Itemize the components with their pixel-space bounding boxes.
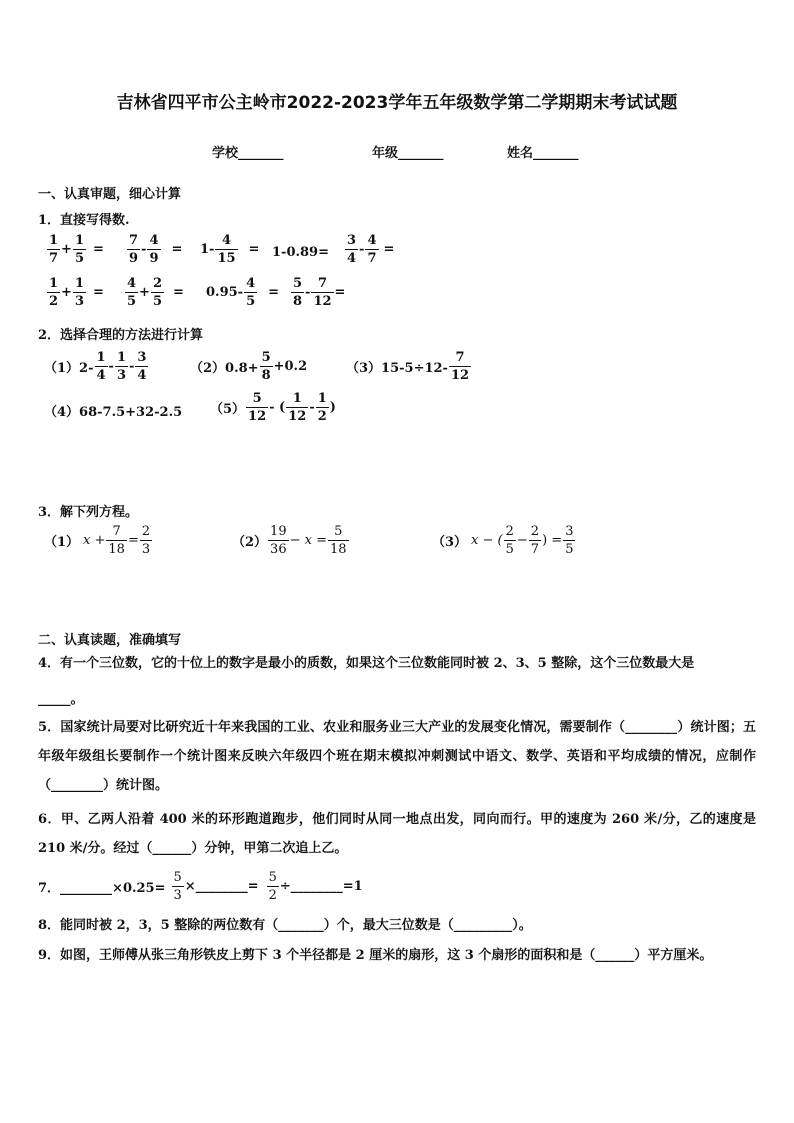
q3-equation-3: （3） x − ( $\frac{2}{5}$ − $\frac{2}{7}$ ) = $\frac{3}{5}$ [432, 524, 574, 557]
q2-item-1: （1）2- $\frac{1}{4}$ - $\frac{1}{3}$ - $\frac{3}{4}$ [44, 350, 147, 383]
q1-item-4: 1-0.89= [272, 245, 329, 260]
section-1-heading: 一、认真审题，细心计算 [38, 187, 182, 202]
q9-text: 9．如图，王师傅从张三角形铁皮上剪下 3 个半径都是 2 厘米的扇形，这 3 个扇形的面积和是（______）平方厘米。 [38, 948, 713, 963]
q2-item-2: （2）0.8+ $\frac{5}{8}$ +0.2 [190, 350, 308, 383]
q1-label: 1．直接写得数. [38, 213, 130, 228]
q4-text: 4．有一个三位数，它的十位上的数字是最小的质数，如果这个三位数能同时被 2、3、5 整除，这个三位数最大是 [38, 656, 695, 671]
q4-blank: _____。 [38, 692, 84, 707]
school-field: 学校_______ [212, 146, 284, 161]
q1-item-5: $\frac{3}{4}$ - $\frac{4}{7}$ = [347, 233, 395, 266]
q3-equation-2: （2） $\frac{19}{36}$ − x = $\frac{5}{18}$ [232, 524, 347, 557]
q1-item-7: $\frac{4}{5}$ + $\frac{2}{5}$ = [127, 276, 184, 309]
q2-item-4: （4）68-7.5+32-2.5 [44, 405, 183, 420]
section-2-heading: 二、认真读题，准确填写 [38, 633, 182, 648]
q2-item-5: （5） $\frac{5}{12}$ - ( $\frac{1}{12}$ - $\frac{1}{2}$ ) [210, 391, 336, 424]
name-field: 姓名_______ [507, 146, 579, 161]
q1-item-9: $\frac{5}{8}$ - $\frac{7}{12}$ = [293, 276, 346, 309]
q1-item-1: $\frac{1}{7}$ + $\frac{1}{5}$ = [49, 233, 104, 266]
q2-label: 2．选择合理的方法进行计算 [38, 328, 204, 343]
q7-text: 7．________×0.25= $\frac{5}{3}$ ×________= $\frac{5}{2}$ ÷________=1 [38, 870, 363, 903]
q2-item-3: （3）15-5÷12- $\frac{7}{12}$ [346, 350, 470, 383]
grade-field: 年级_______ [372, 146, 444, 161]
q8-text: 8．能同时被 2，3，5 整除的两位数有（_______）个，最大三位数是（_________）。 [38, 918, 532, 933]
q6-text: 6．甲、乙两人沿着 400 米的环形跑道跑步，他们同时从同一地点出发，同向而行。甲的速度为 260 米/分，乙的速度是 210 米/分。经过（______）分钟，甲第二次追上乙。 [38, 812, 756, 856]
page-title: 吉林省四平市公主岭市2022-2023学年五年级数学第二学期期末考试试题 [116, 93, 678, 113]
q1-item-8: 0.95- $\frac{4}{5}$ = [206, 276, 280, 309]
q1-item-2: $\frac{7}{9}$ - $\frac{4}{9}$ = [129, 233, 183, 266]
q3-equation-1: （1） x + $\frac{7}{18}$ = $\frac{2}{3}$ [44, 524, 151, 557]
q5-text: 5．国家统计局要对比研究近十年来我国的工业、农业和服务业三大产业的发展变化情况，需要制作（________）统计图；五年级年级组长要制作一个统计图来反映六年级四个班在期末模拟冲刺测试中语文、数学、英语和平均成绩的情况，应制作（________）统计图。 [38, 720, 756, 793]
q1-item-3: 1- $\frac{4}{15}$ = [200, 233, 260, 266]
q1-item-6: $\frac{1}{2}$ + $\frac{1}{3}$ = [49, 276, 104, 309]
q3-label: 3．解下列方程。 [38, 505, 139, 520]
